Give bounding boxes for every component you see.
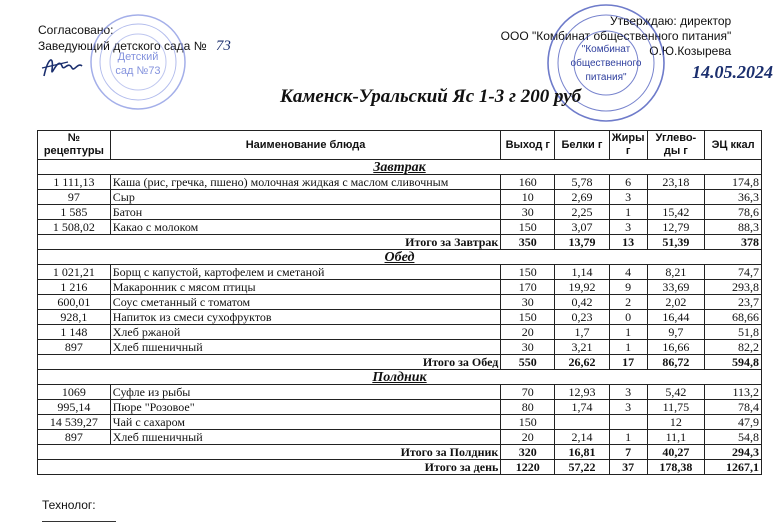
- total-energy: 594,8: [705, 355, 762, 370]
- table-row: [38, 190, 762, 205]
- cell-recipe: 1 216: [38, 280, 111, 295]
- total-label: Итого за Завтрак: [38, 235, 501, 250]
- cell-dish: Чай с сахаром: [110, 415, 501, 430]
- cell-carbs: 8,21: [647, 265, 705, 280]
- cell-fat: 3: [609, 400, 647, 415]
- seal-left-line1: Детский: [117, 51, 159, 63]
- cell-carbs: 16,66: [647, 340, 705, 355]
- total-yield: 320: [501, 445, 555, 460]
- seal-right-line1: "Комбинат: [581, 44, 631, 55]
- total-protein: 13,79: [555, 235, 610, 250]
- cell-dish: Хлеб ржаной: [110, 325, 501, 340]
- cell-carbs: 33,69: [647, 280, 705, 295]
- cell-recipe: 1 148: [38, 325, 111, 340]
- day-total-yield: 1220: [501, 460, 555, 475]
- col-header-fat: Жиры г: [609, 131, 647, 160]
- cell-energy: 68,66: [705, 310, 762, 325]
- cell-yield: 150: [501, 220, 555, 235]
- technologist-label: Технолог:: [42, 498, 96, 512]
- cell-protein: 0,42: [555, 295, 610, 310]
- cell-fat: 3: [609, 220, 647, 235]
- section-row: [38, 370, 762, 385]
- cell-energy: 74,7: [705, 265, 762, 280]
- round-stamp-icon: [88, 12, 188, 112]
- cell-fat: [609, 415, 647, 430]
- total-label: Итого за Полдник: [38, 445, 501, 460]
- total-energy: 378: [705, 235, 762, 250]
- cell-carbs: 16,44: [647, 310, 705, 325]
- section-title: Обед: [38, 250, 762, 265]
- total-row: [38, 235, 762, 250]
- cell-yield: 160: [501, 175, 555, 190]
- cell-yield: 30: [501, 295, 555, 310]
- cell-protein: 1,74: [555, 400, 610, 415]
- cell-dish: Напиток из смеси сухофруктов: [110, 310, 501, 325]
- col-header-carbs: Углево-ды г: [647, 131, 705, 160]
- total-label: Итого за Обед: [38, 355, 501, 370]
- total-fat: 13: [609, 235, 647, 250]
- cell-protein: 2,14: [555, 430, 610, 445]
- total-fat: 17: [609, 355, 647, 370]
- cell-fat: 0: [609, 310, 647, 325]
- table-row: [38, 325, 762, 340]
- cell-yield: 170: [501, 280, 555, 295]
- cell-energy: 78,6: [705, 205, 762, 220]
- cell-recipe: 897: [38, 430, 111, 445]
- total-yield: 350: [501, 235, 555, 250]
- col-header-protein: Белки г: [555, 131, 610, 160]
- cell-recipe: 600,01: [38, 295, 111, 310]
- cell-carbs: 15,42: [647, 205, 705, 220]
- cell-dish: Пюре "Розовое": [110, 400, 501, 415]
- cell-yield: 20: [501, 325, 555, 340]
- day-total-protein: 57,22: [555, 460, 610, 475]
- cell-energy: 174,8: [705, 175, 762, 190]
- section-title: Полдник: [38, 370, 762, 385]
- cell-fat: 3: [609, 385, 647, 400]
- cell-carbs: 12,79: [647, 220, 705, 235]
- cell-energy: 82,2: [705, 340, 762, 355]
- table-row: [38, 175, 762, 190]
- cell-carbs: [647, 190, 705, 205]
- cell-yield: 30: [501, 340, 555, 355]
- approval-left-line1: Согласовано:: [38, 23, 114, 37]
- cell-energy: 51,8: [705, 325, 762, 340]
- cell-carbs: 11,75: [647, 400, 705, 415]
- cell-recipe: 1069: [38, 385, 111, 400]
- cell-energy: 23,7: [705, 295, 762, 310]
- section-row: [38, 160, 762, 175]
- seal-right-line3: питания": [585, 72, 627, 83]
- total-row: [38, 445, 762, 460]
- cell-protein: 3,07: [555, 220, 610, 235]
- cell-carbs: 2,02: [647, 295, 705, 310]
- table-row: [38, 340, 762, 355]
- cell-dish: Хлеб пшеничный: [110, 430, 501, 445]
- signature-line: [42, 521, 116, 522]
- page-title: Каменск-Уральский Яс 1-3 г 200 руб: [280, 86, 582, 107]
- col-header-recipe: № рецептуры: [38, 131, 111, 160]
- cell-yield: 150: [501, 415, 555, 430]
- cell-dish: Хлеб пшеничный: [110, 340, 501, 355]
- cell-fat: 1: [609, 205, 647, 220]
- cell-carbs: 11,1: [647, 430, 705, 445]
- cell-dish: Каша (рис, гречка, пшено) молочная жидкая с маслом сливочным: [110, 175, 501, 190]
- signature-icon: [38, 48, 86, 84]
- cell-protein: 3,21: [555, 340, 610, 355]
- approval-right-line1: Утверждаю: директор: [610, 14, 732, 28]
- total-carbs: 40,27: [647, 445, 705, 460]
- day-total-fat: 37: [609, 460, 647, 475]
- cell-yield: 150: [501, 265, 555, 280]
- cell-dish: Какао с молоком: [110, 220, 501, 235]
- cell-fat: 2: [609, 295, 647, 310]
- cell-yield: 80: [501, 400, 555, 415]
- total-carbs: 51,39: [647, 235, 705, 250]
- cell-dish: Соус сметанный с томатом: [110, 295, 501, 310]
- day-total-carbs: 178,38: [647, 460, 705, 475]
- cell-carbs: 9,7: [647, 325, 705, 340]
- cell-carbs: 23,18: [647, 175, 705, 190]
- table-row: [38, 205, 762, 220]
- cell-protein: 2,25: [555, 205, 610, 220]
- cell-dish: Батон: [110, 205, 501, 220]
- cell-recipe: 897: [38, 340, 111, 355]
- total-yield: 550: [501, 355, 555, 370]
- col-header-energy: ЭЦ ккал: [705, 131, 762, 160]
- cell-fat: 9: [609, 280, 647, 295]
- cell-yield: 20: [501, 430, 555, 445]
- section-row: [38, 250, 762, 265]
- seal-right-line2: общественного: [570, 58, 642, 69]
- cell-protein: 12,93: [555, 385, 610, 400]
- cell-fat: 1: [609, 325, 647, 340]
- cell-recipe: 1 021,21: [38, 265, 111, 280]
- cell-recipe: 1 111,13: [38, 175, 111, 190]
- col-header-yield: Выход г: [501, 131, 555, 160]
- day-total-energy: 1267,1: [705, 460, 762, 475]
- cell-energy: 293,8: [705, 280, 762, 295]
- cell-recipe: 995,14: [38, 400, 111, 415]
- cell-dish: Борщ с капустой, картофелем и сметаной: [110, 265, 501, 280]
- approval-left-position: Заведующий детского сада №: [38, 39, 207, 53]
- day-total-label: Итого за день: [38, 460, 501, 475]
- cell-dish: Сыр: [110, 190, 501, 205]
- table-row: [38, 415, 762, 430]
- total-row: [38, 355, 762, 370]
- cell-protein: [555, 415, 610, 430]
- table-row: [38, 280, 762, 295]
- table-row: [38, 220, 762, 235]
- cell-energy: 54,8: [705, 430, 762, 445]
- cell-energy: 47,9: [705, 415, 762, 430]
- cell-recipe: 1 508,02: [38, 220, 111, 235]
- total-protein: 26,62: [555, 355, 610, 370]
- cell-dish: Суфле из рыбы: [110, 385, 501, 400]
- cell-protein: 0,23: [555, 310, 610, 325]
- approval-left-number: 73: [215, 38, 231, 54]
- cell-fat: 3: [609, 190, 647, 205]
- cell-recipe: 928,1: [38, 310, 111, 325]
- cell-protein: 19,92: [555, 280, 610, 295]
- cell-energy: 113,2: [705, 385, 762, 400]
- total-protein: 16,81: [555, 445, 610, 460]
- table-body: [38, 160, 762, 475]
- cell-carbs: 5,42: [647, 385, 705, 400]
- cell-recipe: 97: [38, 190, 111, 205]
- cell-fat: 6: [609, 175, 647, 190]
- col-header-dish: Наименование блюда: [110, 131, 501, 160]
- cell-fat: 1: [609, 430, 647, 445]
- cell-fat: 4: [609, 265, 647, 280]
- table-header-row: [38, 131, 762, 160]
- cell-energy: 78,4: [705, 400, 762, 415]
- cell-yield: 70: [501, 385, 555, 400]
- cell-protein: 1,14: [555, 265, 610, 280]
- cell-recipe: 1 585: [38, 205, 111, 220]
- table-row: [38, 295, 762, 310]
- cell-yield: 10: [501, 190, 555, 205]
- cell-yield: 150: [501, 310, 555, 325]
- table-row: [38, 265, 762, 280]
- table-row: [38, 430, 762, 445]
- approval-right-line3: О.Ю.Козырева: [649, 44, 732, 58]
- cell-energy: 88,3: [705, 220, 762, 235]
- approval-right-line2: ООО "Комбинат общественного питания": [500, 29, 732, 43]
- table-row: [38, 310, 762, 325]
- cell-energy: 36,3: [705, 190, 762, 205]
- table-row: [38, 400, 762, 415]
- cell-fat: 1: [609, 340, 647, 355]
- total-fat: 7: [609, 445, 647, 460]
- total-carbs: 86,72: [647, 355, 705, 370]
- cell-protein: 5,78: [555, 175, 610, 190]
- section-title: Завтрак: [38, 160, 762, 175]
- total-energy: 294,3: [705, 445, 762, 460]
- cell-protein: 2,69: [555, 190, 610, 205]
- cell-dish: Макаронник с мясом птицы: [110, 280, 501, 295]
- seal-left-line2: сад №73: [115, 65, 161, 77]
- cell-yield: 30: [501, 205, 555, 220]
- table-row: [38, 385, 762, 400]
- cell-protein: 1,7: [555, 325, 610, 340]
- document-date: 14.05.2024: [692, 62, 773, 82]
- menu-table: [37, 130, 762, 475]
- cell-recipe: 14 539,27: [38, 415, 111, 430]
- day-total-row: [38, 460, 762, 475]
- cell-carbs: 12: [647, 415, 705, 430]
